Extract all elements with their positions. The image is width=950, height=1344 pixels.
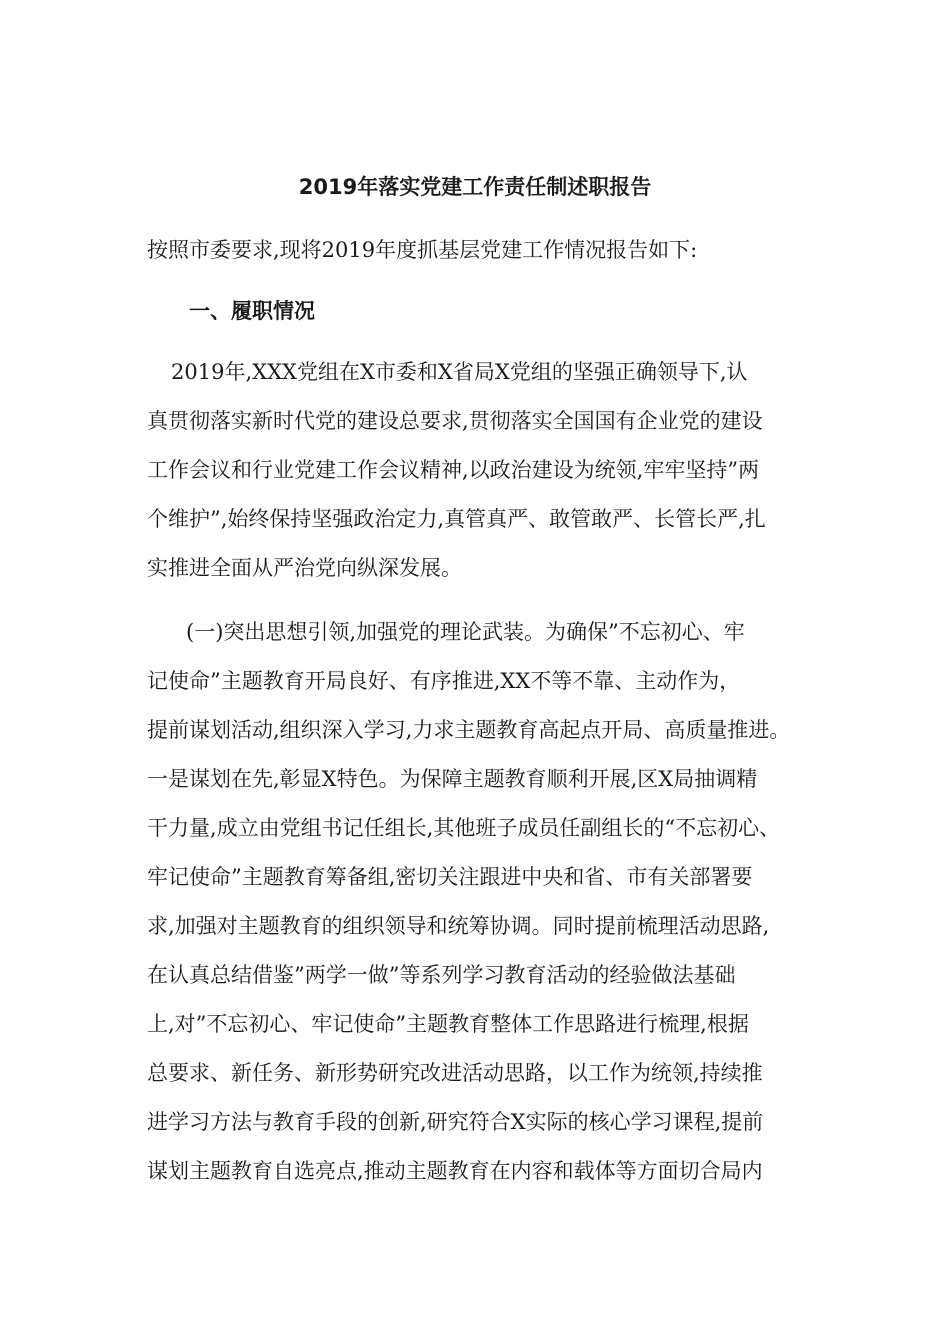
intro-paragraph: 按照市委要求,现将2019年度抓基层党建工作情况报告如下: (147, 238, 698, 262)
paragraph-line: 求,加强对主题教育的组织领导和统筹协调。同时提前梳理活动思路, (147, 914, 770, 938)
document-title: 2019年落实党建工作责任制述职报告 (298, 175, 652, 199)
paragraph-line: 个维护”,始终保持坚强政治定力,真管真严、敢管敢严、长管长严,扎 (147, 507, 766, 531)
paragraph-line: 总要求、新任务、新形势研究改进活动思路，以工作为统领,持续推 (147, 1061, 763, 1085)
paragraph-line: 提前谋划活动,组织深入学习,力求主题教育高起点开局、高质量推进。 (147, 718, 791, 742)
paragraph-line: 实推进全面从严治党向纵深发展。 (147, 556, 462, 580)
paragraph-line: 真贯彻落实新时代党的建设总要求,贯彻落实全国国有企业党的建设 (147, 409, 763, 433)
paragraph-line: (一)突出思想引领,加强党的理论武装。为确保”不忘初心、牢 (186, 620, 745, 644)
paragraph-line: 一是谋划在先,彰显X特色。为保障主题教育顺利开展,区X局抽调精 (147, 767, 758, 791)
paragraph-line: 干力量,成立由党组书记任组长,其他班子成员任副组长的“不忘初心、 (147, 816, 781, 840)
paragraph-line: 牢记使命”主题教育筹备组,密切关注跟进中央和省、市有关部署要 (147, 865, 753, 889)
paragraph-line: 记使命”主题教育开局良好、有序推进,XX不等不靠、主动作为， (147, 669, 741, 693)
paragraph-line: 进学习方法与教育手段的创新,研究符合X实际的核心学习课程,提前 (147, 1110, 764, 1134)
paragraph-line: 上,对”不忘初心、牢记使命”主题教育整体工作思路进行梳理,根据 (147, 1012, 749, 1036)
paragraph-line: 在认真总结借鉴”两学一做”等系列学习教育活动的经验做法基础 (147, 963, 736, 987)
section-heading: 一、履职情况 (189, 298, 315, 323)
paragraph-line: 工作会议和行业党建工作会议精神,以政治建设为统领,牢牢坚持”两 (147, 458, 760, 482)
paragraph-line: 谋划主题教育自选亮点,推动主题教育在内容和载体等方面切合局内 (147, 1159, 763, 1183)
paragraph-line: 2019年,XXX党组在X市委和X省局X党组的坚强正确领导下,认 (171, 360, 748, 384)
